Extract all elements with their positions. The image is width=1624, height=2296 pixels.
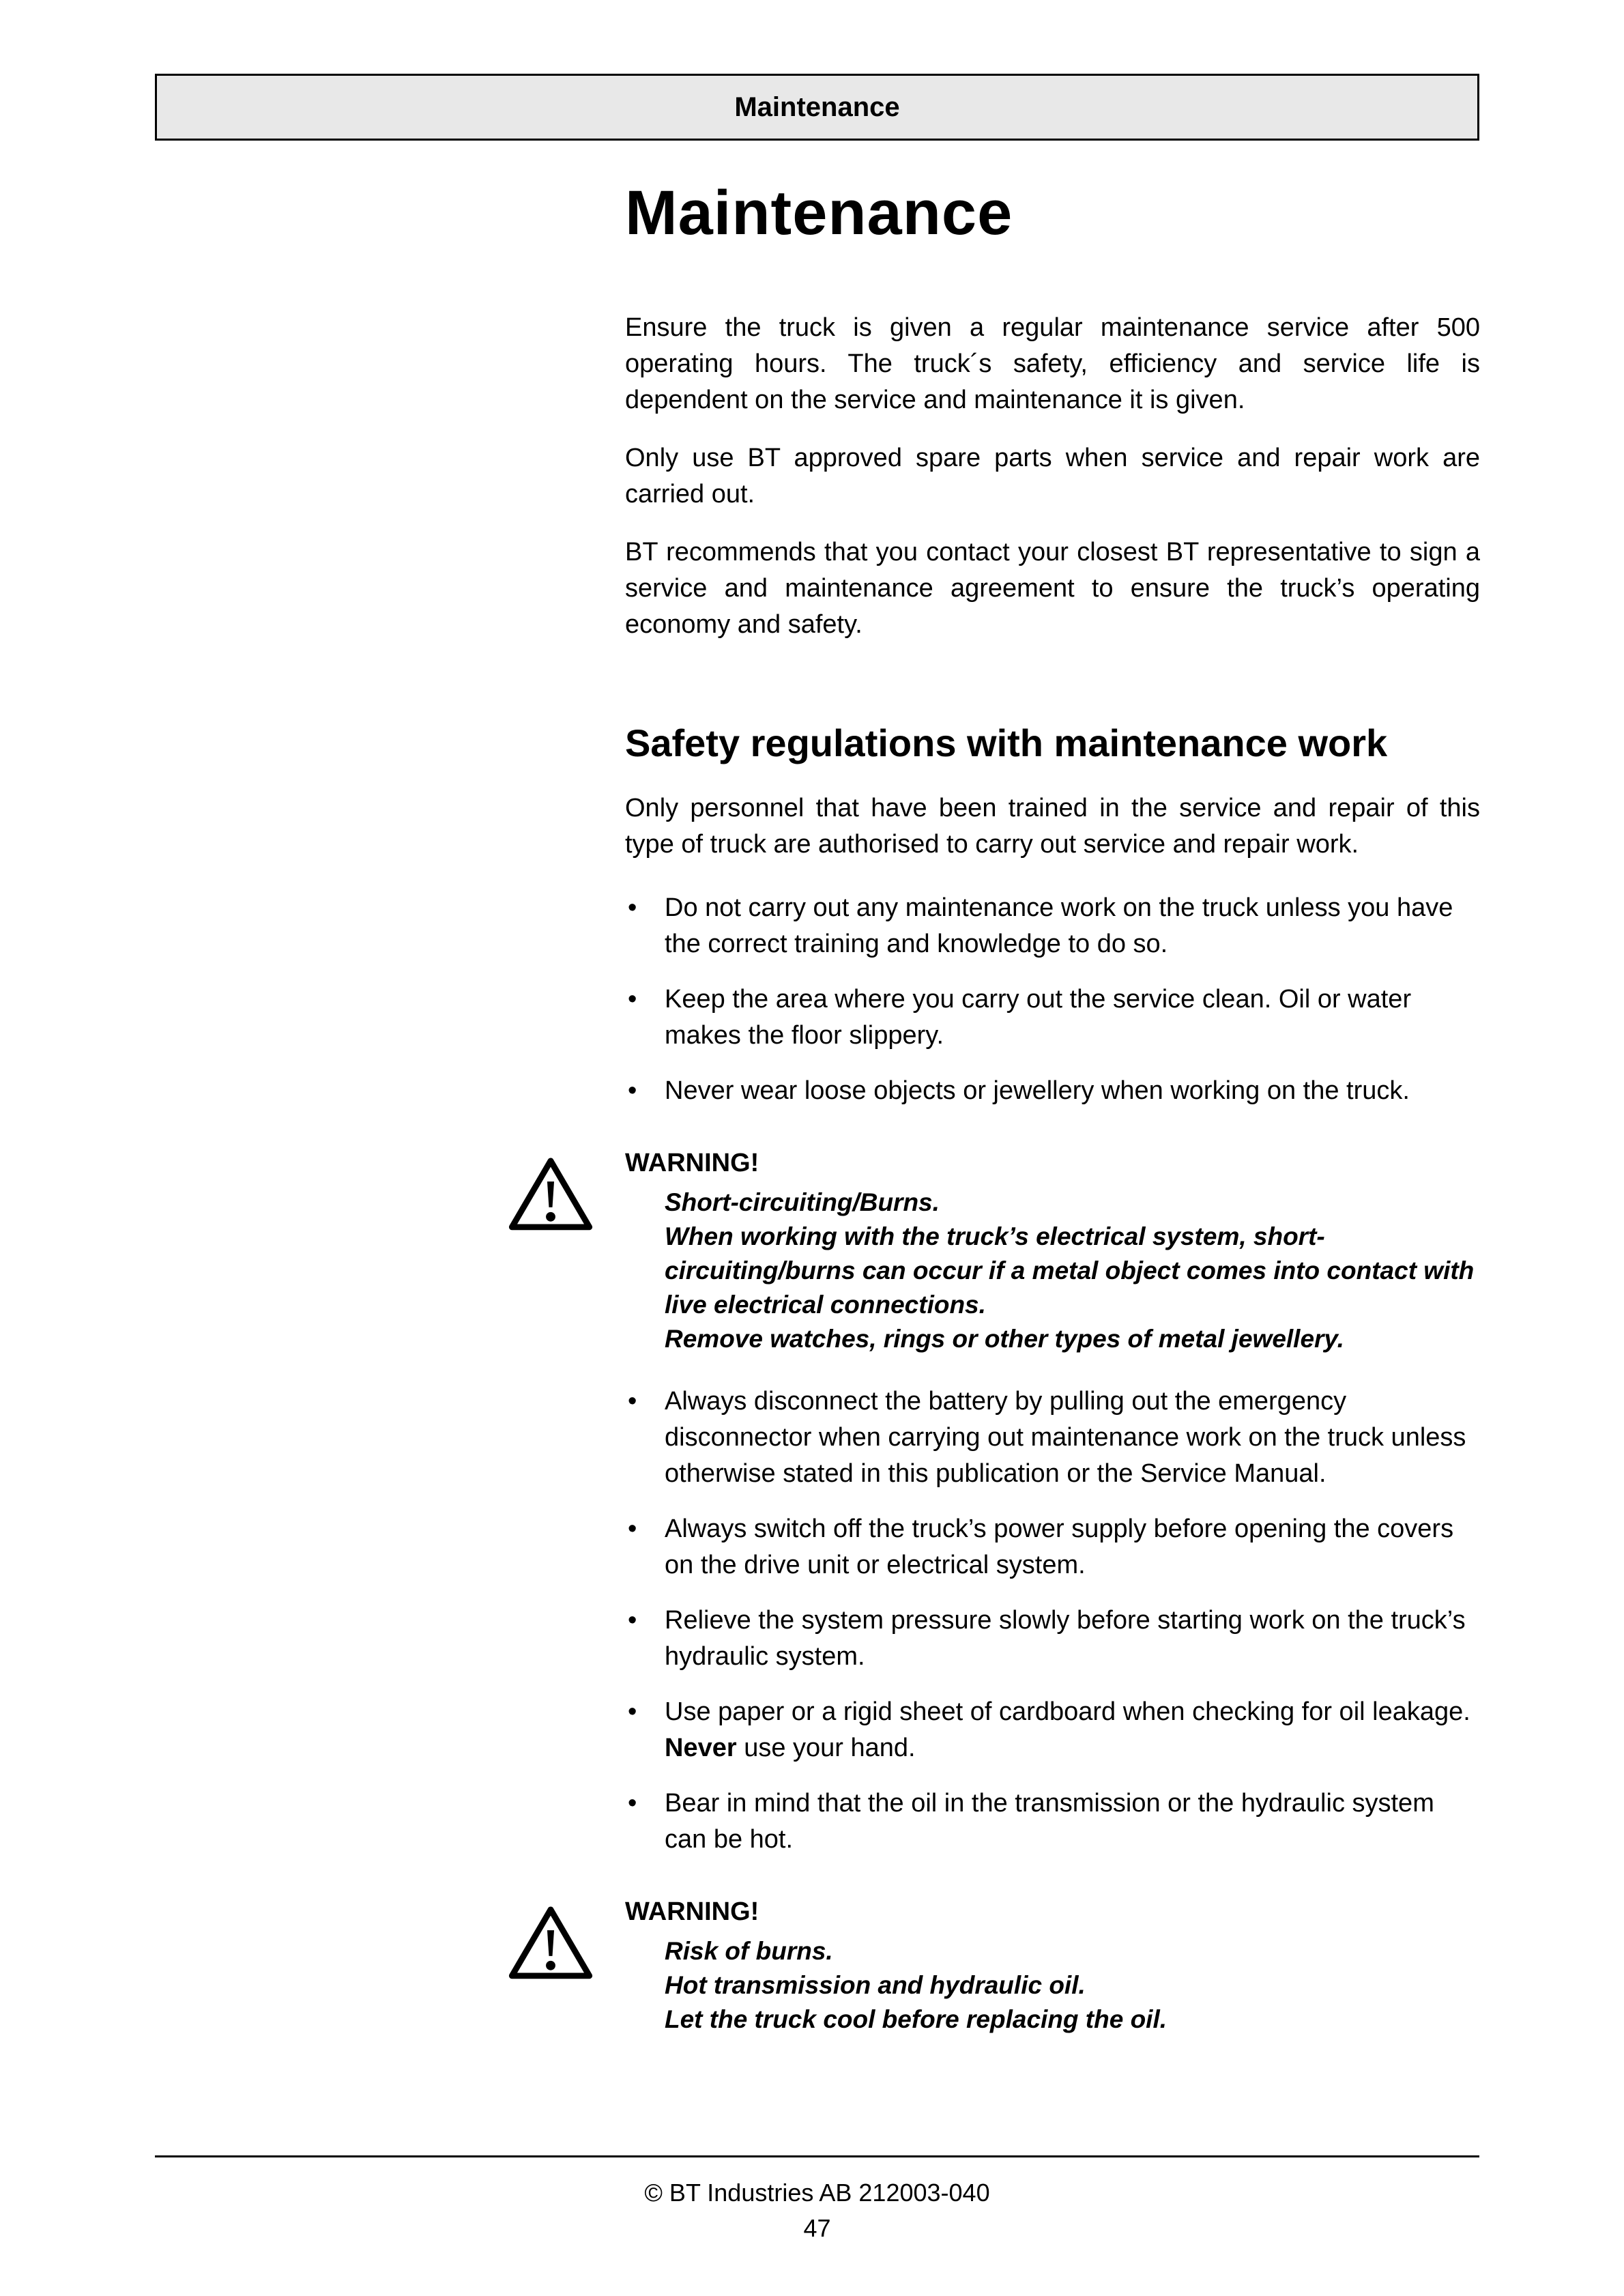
intro-paragraph: Ensure the truck is given a regular maintenance service after 500 operating hours. The truck´s safety, efficiency and service life is dependent on the service and maintenance it is given. [625,313,1480,414]
warning-block [508,1895,1480,2037]
warning-body [625,1895,1480,2037]
warning-body [625,1146,1480,1356]
warning-text [625,1934,1480,2037]
page-header-label: Maintenance [734,91,900,122]
bullet-list [625,1383,1480,1858]
page-title: Maintenance [625,178,1013,248]
warning-line: Risk of burns. [665,1937,833,1965]
intro-paragraph: Only use BT approved spare parts when service and repair work are carried out. [625,444,1480,508]
list-item: • Relieve the system pressure slowly before starting work on the truck’s hydraulic system. [625,1603,1480,1675]
list-item-bold-text: Never [665,1734,737,1762]
footer-page-number: 47 [803,2214,831,2242]
list-item: • Do not carry out any maintenance work on the truck unless you have the correct training and knowledge to do so. [625,890,1480,962]
section-intro-paragraph: Only personnel that have been trained in the service and repair of this type of truck are authorised to carry out service and repair work. [625,794,1480,859]
warning-line: Remove watches, rings or other types of metal jewellery. [665,1325,1344,1353]
list-item-text: Use paper or a rigid sheet of cardboard when checking for oil leakage. [665,1697,1470,1726]
bullet-list [625,890,1480,1109]
list-item: • Bear in mind that the oil in the transmission or the hydraulic system can be hot. [625,1785,1480,1858]
footer-copyright: © BT Industries AB 212003-040 [644,2179,990,2207]
section-heading: Safety regulations with maintenance work [625,721,1388,764]
list-item [625,1694,1480,1766]
warning-line: Short-circuiting/Burns. [665,1188,940,1216]
list-item: • Keep the area where you carry out the service clean. Oil or water makes the floor slippery. [625,981,1480,1054]
warning-line: When working with the truck’s electrical system, short-circuiting/burns can occur if a metal object comes into contact with live electrical connections. [665,1222,1475,1319]
warning-triangle-icon [508,1895,625,1992]
page-footer [155,2155,1479,2246]
list-item: • Never wear loose objects or jewellery when working on the truck. [625,1073,1480,1109]
warning-label: WARNING! [625,1149,759,1177]
warning-triangle-icon [508,1146,625,1244]
page-content [625,0,1480,2064]
intro-paragraph: BT recommends that you contact your closest BT representative to sign a service and maintenance agreement to ensure the truck’s operating economy and safety. [625,538,1480,639]
warning-line: Let the truck cool before replacing the oil. [665,2005,1168,2033]
list-item: • Always switch off the truck’s power supply before opening the covers on the drive unit or electrical system. [625,1511,1480,1583]
warning-label: WARNING! [625,1897,759,1926]
list-item-text: use your hand. [736,1734,916,1762]
warning-line: Hot transmission and hydraulic oil. [665,1971,1086,1999]
warning-block [508,1146,1480,1356]
list-item: • Always disconnect the battery by pulling out the emergency disconnector when carrying out maintenance work on the truck unless otherwise stated in this publication or the Service Manual. [625,1383,1480,1492]
warning-text [625,1186,1480,1356]
